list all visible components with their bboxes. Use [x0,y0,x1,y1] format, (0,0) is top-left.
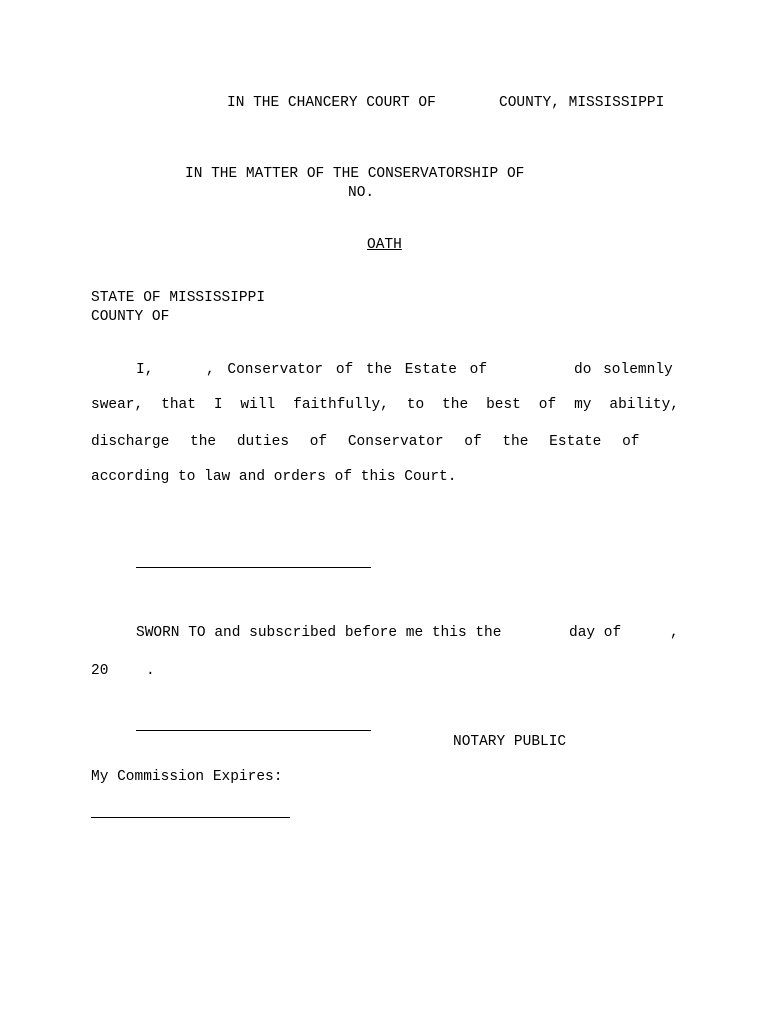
matter-caption: IN THE MATTER OF THE CONSERVATORSHIP OF [185,166,525,182]
oath-text-line3: discharge the duties of Conservator of the Estate of [91,434,640,450]
oath-text-conservator: , Conservator of the Estate of [206,362,488,378]
conservator-signature-line [136,567,371,568]
notary-public-label: NOTARY PUBLIC [453,734,567,750]
case-number-label: NO. [348,185,375,201]
oath-text-line4: according to law and orders of this Court. [91,469,457,485]
sworn-comma: , [670,625,679,641]
oath-text-line2: swear, that I will faithfully, to the best of my ability, [91,397,679,413]
document-title: OATH [367,237,402,253]
venue-county: COUNTY OF [91,309,170,325]
sworn-day-of: day of [569,625,622,641]
oath-text-solemnly: do solemnly [574,362,673,378]
court-caption-prefix: IN THE CHANCERY COURT OF [227,95,436,111]
venue-state: STATE OF MISSISSIPPI [91,290,266,306]
commission-expiry-line [91,817,290,818]
sworn-year-prefix: 20 [91,663,109,679]
commission-expires-label: My Commission Expires: [91,769,283,785]
notary-signature-line [136,730,371,731]
oath-text-i: I, [136,362,154,378]
sworn-clause-text: SWORN TO and subscribed before me this the [136,625,502,641]
court-caption-suffix: COUNTY, MISSISSIPPI [499,95,665,111]
sworn-period: . [146,663,155,679]
